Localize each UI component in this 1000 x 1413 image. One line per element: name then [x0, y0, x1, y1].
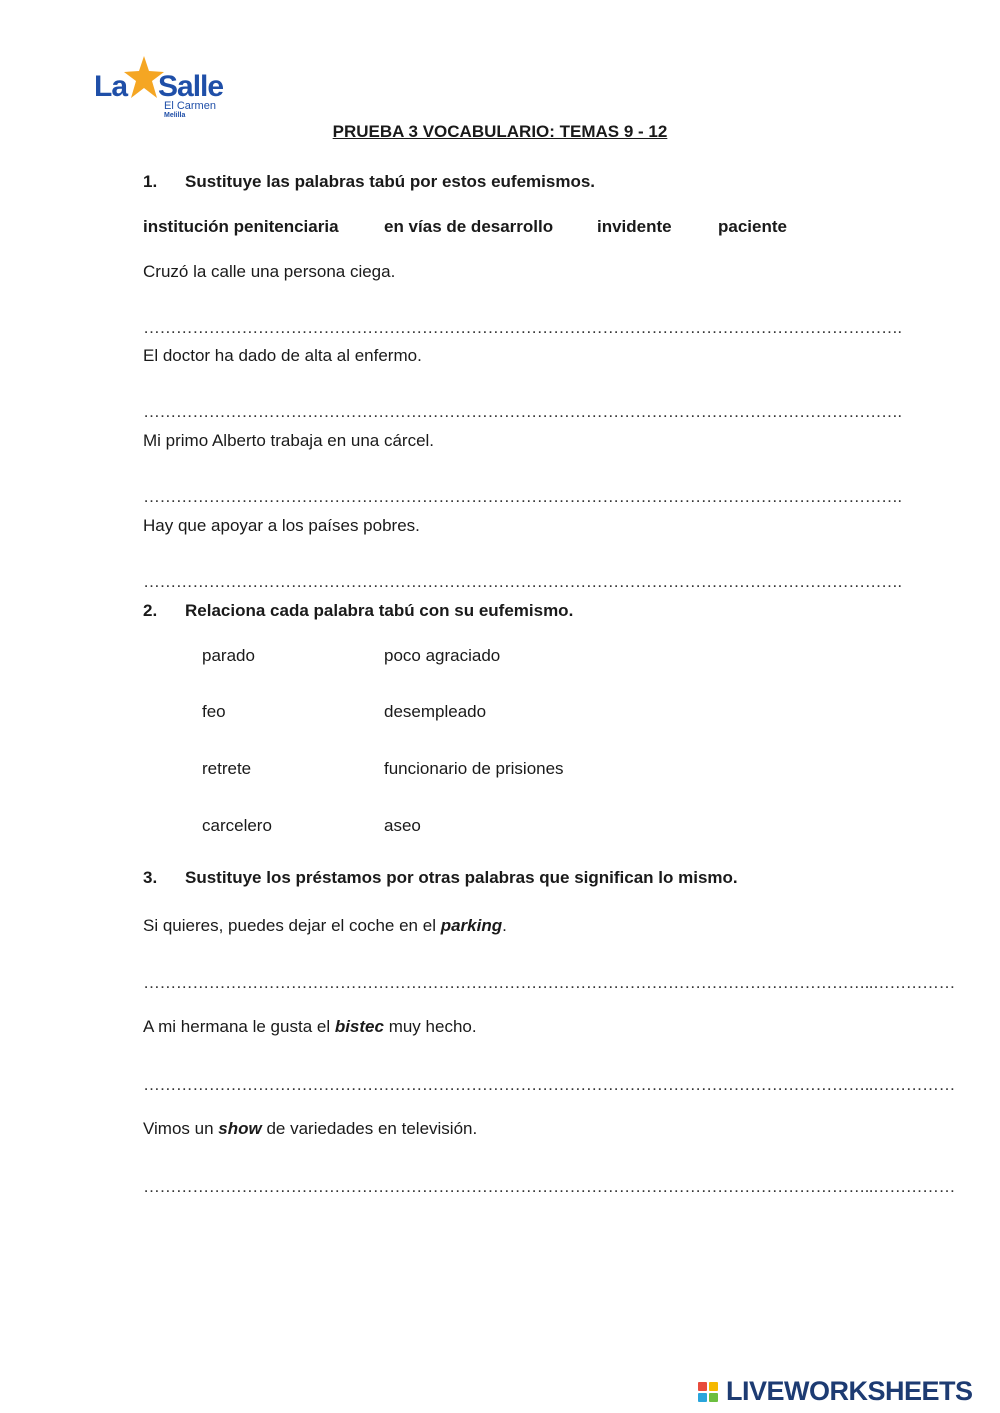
sentence-text: Vimos un [143, 1119, 219, 1138]
brand-square-icon [698, 1393, 707, 1402]
section-1-number: 1. [143, 172, 158, 191]
answer-line-3[interactable]: …………………………………………………………………………………………………………………………. [143, 487, 902, 506]
brand-square-icon [709, 1382, 718, 1391]
sentence-4: Hay que apoyar a los países pobres. [143, 516, 420, 535]
loan-sentence-1 [143, 916, 507, 936]
word-bank-item: invidente [597, 217, 672, 236]
sentence-text: de variedades en televisión. [261, 1119, 478, 1138]
loan-sentence-3 [143, 1119, 477, 1139]
answer-line-1[interactable]: …………………………………………………………………………………………………………………………. [143, 318, 902, 337]
brand-text: LIVEWORKSHEETS [726, 1376, 973, 1406]
page-title: PRUEBA 3 VOCABULARIO: TEMAS 9 - 12 [332, 122, 668, 141]
word-bank-item: institución penitenciaria [143, 217, 339, 236]
section-2-number: 2. [143, 601, 158, 620]
match-left-item[interactable]: carcelero [202, 816, 272, 835]
section-2-heading: Relaciona cada palabra tabú con su eufemismo. [185, 601, 574, 620]
sentence-text: . [502, 916, 507, 935]
match-left-item[interactable]: feo [202, 702, 226, 721]
sentence-1: Cruzó la calle una persona ciega. [143, 262, 396, 281]
answer-line-2[interactable]: …………………………………………………………………………………………………………………………. [143, 402, 902, 421]
sentence-3: Mi primo Alberto trabaja en una cárcel. [143, 431, 435, 450]
loanword: show [218, 1119, 262, 1138]
answer-line-5[interactable]: ……………………………………………………………………………………………………………………..…………… [143, 973, 955, 992]
sentence-2: El doctor ha dado de alta al enfermo. [143, 346, 422, 365]
answer-line-7[interactable]: ……………………………………………………………………………………………………………………..…………… [143, 1177, 955, 1196]
answer-line-6[interactable]: ……………………………………………………………………………………………………………………..…………… [143, 1075, 955, 1094]
match-right-item[interactable]: aseo [384, 816, 421, 835]
logo-text-la: La [94, 70, 128, 103]
section-3-number: 3. [143, 868, 158, 887]
loan-sentence-2 [143, 1017, 477, 1037]
brand-square-icon [709, 1393, 718, 1402]
match-left-item[interactable]: retrete [202, 759, 252, 778]
match-right-item[interactable]: poco agraciado [384, 646, 501, 665]
school-logo [92, 52, 232, 122]
word-bank-item: paciente [718, 217, 787, 236]
logo-text-salle: Salle [158, 70, 224, 103]
logo-campus: El Carmen [164, 100, 216, 112]
brand-square-icon [698, 1382, 707, 1391]
sentence-text: muy hecho. [383, 1017, 477, 1036]
sentence-text: A mi hermana le gusta el [143, 1017, 335, 1036]
sentence-text: Si quieres, puedes dejar el coche en el [143, 916, 441, 935]
match-left-item[interactable]: parado [202, 646, 255, 665]
logo-city: Melilla [164, 112, 186, 119]
answer-line-4[interactable]: …………………………………………………………………………………………………………………………. [143, 572, 902, 591]
section-1-heading: Sustituye las palabras tabú por estos eufemismos. [185, 172, 596, 191]
loanword: parking [440, 916, 503, 935]
section-3-heading: Sustituye los préstamos por otras palabras que significan lo mismo. [185, 868, 738, 887]
word-bank-item: en vías de desarrollo [384, 217, 554, 236]
loanword: bistec [334, 1017, 384, 1036]
match-right-item[interactable]: desempleado [384, 702, 487, 721]
match-right-item[interactable]: funcionario de prisiones [384, 759, 564, 778]
